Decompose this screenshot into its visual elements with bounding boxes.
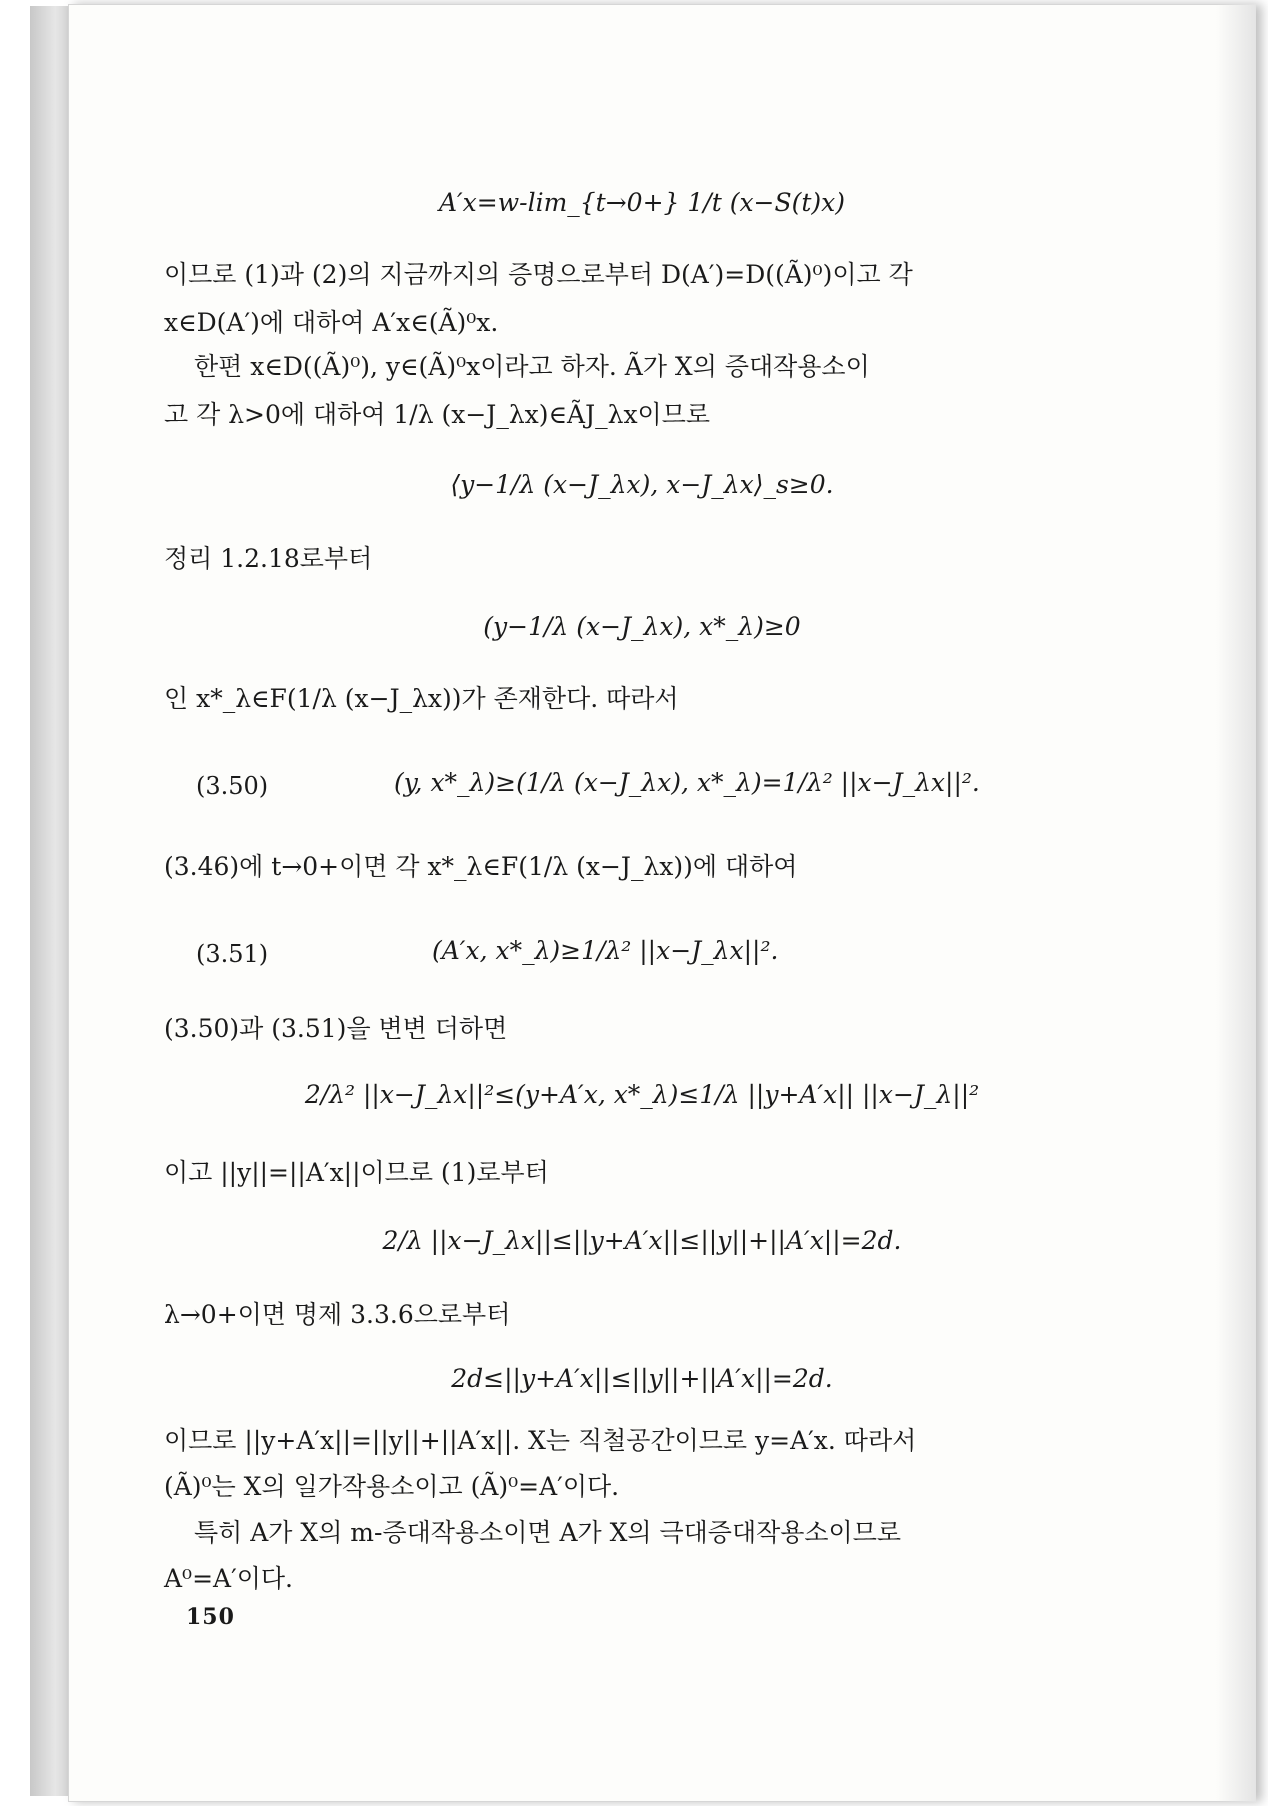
equation-line: 2/λ² ||x−J_λx||²≤(y+A′x, x*_λ)≤1/λ ||y+A′x|| ||x−J_λ||²: [304, 1080, 980, 1109]
equation-line: A′x=w-lim_{t→0+} 1/t (x−S(t)x): [438, 188, 846, 217]
equation-number: (3.51): [196, 940, 269, 968]
page-number: 150: [186, 1604, 235, 1630]
text-line: A⁰=A′이다.: [164, 1564, 294, 1593]
text-line: 이므로 ||y+A′x||=||y||+||A′x||. X는 직철공간이므로 y=A′x. 따라서: [164, 1426, 917, 1455]
text-line: 한편 x∈D((Ã)⁰), y∈(Ã)⁰x이라고 하자. Ã가 X의 증대작용소이: [194, 352, 870, 381]
equation-line: 2d≤||y+A′x||≤||y||+||A′x||=2d.: [451, 1364, 833, 1393]
text-line: 이고 ||y||=||A′x||이므로 (1)로부터: [164, 1158, 549, 1187]
equation-line: ⟨y−1/λ (x−J_λx), x−J_λx⟩_s≥0.: [450, 470, 834, 499]
text-line: (3.46)에 t→0+이면 각 x*_λ∈F(1/λ (x−J_λx))에 대하여: [164, 852, 798, 881]
equation-line: (A′x, x*_λ)≥1/λ² ||x−J_λx||².: [432, 936, 779, 965]
equation-number: (3.50): [196, 772, 269, 800]
text-line: 정리 1.2.18로부터: [164, 544, 373, 573]
text-line: 고 각 λ>0에 대하여 1/λ (x−J_λx)∈ÃJ_λx이므로: [164, 400, 711, 429]
text-line: (3.50)과 (3.51)을 변변 더하면: [164, 1014, 508, 1043]
page-edge-shadow: [1216, 4, 1256, 1802]
text-line: (Ã)⁰는 X의 일가작용소이고 (Ã)⁰=A′이다.: [164, 1472, 620, 1501]
book-spine: [30, 6, 72, 1796]
text-line: x∈D(A′)에 대하여 A′x∈(Ã)⁰x.: [164, 308, 499, 337]
text-line: 특히 A가 X의 m-증대작용소이면 A가 X의 극대증대작용소이므로: [194, 1518, 901, 1547]
equation-line: 2/λ ||x−J_λx||≤||y+A′x||≤||y||+||A′x||=2d.: [382, 1226, 902, 1255]
equation-line: (y−1/λ (x−J_λx), x*_λ)≥0: [483, 612, 801, 641]
text-line: 이므로 (1)과 (2)의 지금까지의 증명으로부터 D(A′)=D((Ã)⁰)이고 각: [164, 260, 913, 289]
equation-line: (y, x*_λ)≥(1/λ (x−J_λx), x*_λ)=1/λ² ||x−J_λx||².: [394, 768, 980, 797]
text-line: λ→0+이면 명제 3.3.6으로부터: [164, 1300, 511, 1329]
text-line: 인 x*_λ∈F(1/λ (x−J_λx))가 존재한다. 따라서: [164, 684, 679, 713]
